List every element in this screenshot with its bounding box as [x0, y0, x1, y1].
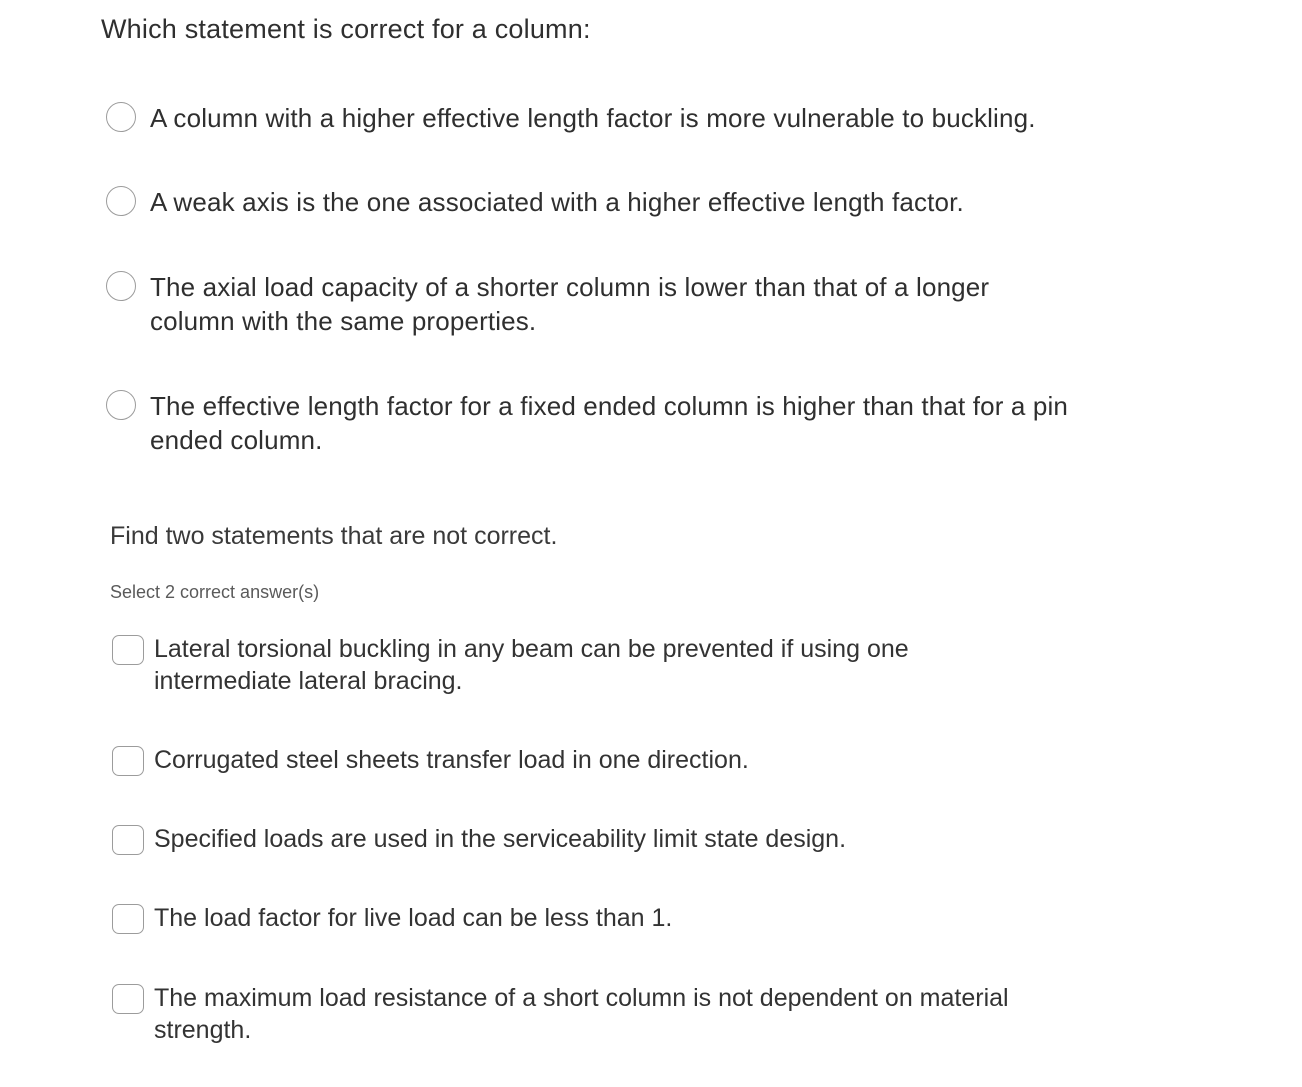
checkbox[interactable] [112, 635, 144, 665]
option-label: The load factor for live load can be less than 1. [154, 904, 673, 932]
question-2-prompt: Find two statements that are not correct. [110, 522, 558, 550]
radio-button[interactable] [106, 390, 136, 420]
radio-button[interactable] [106, 271, 136, 301]
checkbox[interactable] [112, 746, 144, 776]
question-2-hint: Select 2 correct answer(s) [110, 582, 320, 602]
q2-option-3[interactable] [112, 823, 1054, 855]
checkbox[interactable] [112, 984, 144, 1014]
radio-button[interactable] [106, 102, 136, 132]
option-label: A column with a higher effective length factor is more vulnerable to buckling. [150, 103, 1036, 133]
q1-option-4[interactable] [106, 389, 1140, 457]
option-label: The axial load capacity of a shorter column is lower than that of a longer column with the same properties. [150, 272, 990, 336]
q2-option-2[interactable] [112, 744, 1054, 776]
q2-option-1[interactable] [112, 633, 974, 697]
q2-option-4[interactable] [112, 902, 1054, 934]
checkbox[interactable] [112, 904, 144, 934]
q1-option-1[interactable] [106, 101, 1140, 135]
option-label: Corrugated steel sheets transfer load in one direction. [154, 746, 749, 774]
radio-button[interactable] [106, 186, 136, 216]
option-label: Lateral torsional buckling in any beam can be prevented if using one intermediate lateral bracing. [154, 635, 909, 695]
option-label: A weak axis is the one associated with a higher effective length factor. [150, 187, 964, 217]
option-label: The effective length factor for a fixed ended column is higher than that for a pin ended column. [150, 391, 1069, 455]
option-label: Specified loads are used in the serviceability limit state design. [154, 825, 847, 853]
option-label: The maximum load resistance of a short column is not dependent on material strength. [154, 984, 1009, 1044]
q2-option-5[interactable] [112, 982, 1074, 1046]
q1-option-2[interactable] [106, 185, 1140, 219]
q1-option-3[interactable] [106, 270, 1080, 338]
question-1-prompt: Which statement is correct for a column: [101, 14, 591, 44]
checkbox[interactable] [112, 825, 144, 855]
